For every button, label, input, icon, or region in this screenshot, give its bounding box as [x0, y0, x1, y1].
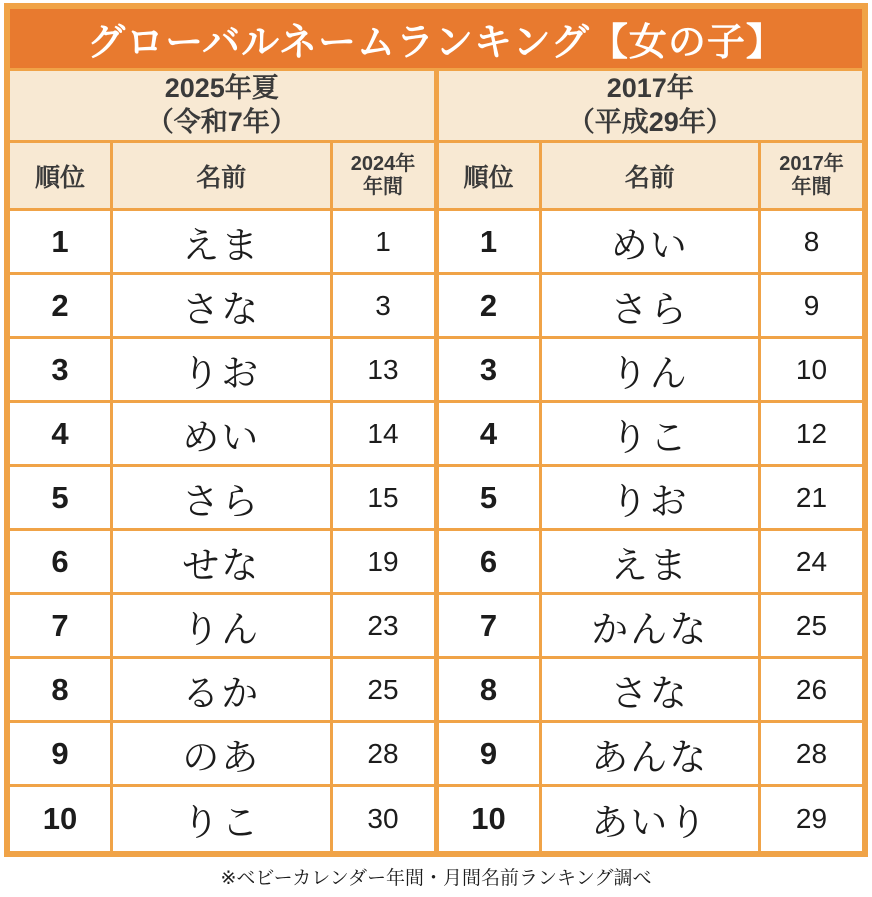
year-cell: 15 — [330, 467, 434, 528]
name-cell: あんな — [539, 723, 759, 784]
table-row — [10, 787, 434, 851]
rank-cell: 8 — [51, 671, 69, 707]
rank-column-header: 順位 — [463, 163, 514, 192]
rank-cell: 6 — [479, 543, 498, 579]
rank-cell: 1 — [479, 223, 498, 259]
name-cell: りこ — [110, 787, 330, 851]
column-header-row — [439, 143, 863, 211]
table-row — [439, 467, 863, 531]
source-note: ※ベビーカレンダー年間・月間名前ランキング調べ — [220, 867, 652, 889]
rank-cell: 4 — [479, 415, 498, 451]
year-cell: 10 — [758, 339, 862, 400]
rank-cell: 5 — [51, 479, 69, 515]
year-cell: 19 — [330, 531, 434, 592]
year-cell: 14 — [330, 403, 434, 464]
table-row — [439, 723, 863, 787]
year-cell: 3 — [330, 275, 434, 336]
rank-cell: 2 — [479, 287, 498, 323]
year-cell: 1 — [330, 211, 434, 272]
table-2017 — [434, 71, 863, 851]
table-row — [10, 659, 434, 723]
rank-cell: 7 — [51, 607, 69, 643]
year-cell: 28 — [758, 723, 862, 784]
period-line1: 2017年 — [606, 72, 694, 103]
name-cell: さな — [110, 275, 330, 336]
rank-cell: 3 — [479, 351, 498, 387]
period-header-2025 — [10, 71, 434, 143]
year-column-header — [330, 143, 434, 208]
name-cell: りん — [110, 595, 330, 656]
year-header-line2: 年間 — [363, 175, 403, 198]
table-row — [10, 531, 434, 595]
rank-cell: 1 — [51, 223, 69, 259]
rank-cell: 9 — [51, 735, 69, 771]
table-row — [10, 723, 434, 787]
name-cell: せな — [110, 531, 330, 592]
year-cell: 23 — [330, 595, 434, 656]
rank-cell: 4 — [51, 415, 69, 451]
year-cell: 29 — [758, 787, 862, 851]
table-row — [10, 211, 434, 275]
year-cell: 28 — [330, 723, 434, 784]
table-row — [439, 787, 863, 851]
rank-cell: 2 — [51, 287, 69, 323]
column-header-row — [10, 143, 434, 211]
table-row — [439, 659, 863, 723]
period-header-2017 — [439, 71, 863, 143]
year-header-line1: 2024年 — [350, 152, 416, 175]
name-cell: るか — [110, 659, 330, 720]
rank-cell: 3 — [51, 351, 69, 387]
name-cell: かんな — [539, 595, 759, 656]
table-row — [10, 339, 434, 403]
rank-cell: 9 — [479, 735, 498, 771]
name-cell: りお — [110, 339, 330, 400]
period-line2: （平成29年） — [567, 106, 733, 137]
table-row — [439, 595, 863, 659]
table-row — [10, 467, 434, 531]
name-cell: めい — [110, 403, 330, 464]
table-row — [439, 211, 863, 275]
name-column-header: 名前 — [539, 143, 759, 208]
year-cell: 21 — [758, 467, 862, 528]
table-row — [439, 531, 863, 595]
year-cell: 24 — [758, 531, 862, 592]
name-cell: りん — [539, 339, 759, 400]
year-cell: 8 — [758, 211, 862, 272]
year-cell: 25 — [758, 595, 862, 656]
rank-cell: 10 — [471, 801, 506, 836]
name-cell: めい — [539, 211, 759, 272]
name-cell: えま — [539, 531, 759, 592]
name-cell: りお — [539, 467, 759, 528]
year-header-line2: 年間 — [791, 175, 832, 198]
period-line2: （令和7年） — [146, 106, 297, 137]
rank-cell: 10 — [42, 801, 78, 836]
table-row — [10, 403, 434, 467]
year-header-line1: 2017年 — [779, 152, 844, 175]
tables-container — [10, 71, 862, 851]
table-row — [10, 275, 434, 339]
year-cell: 25 — [330, 659, 434, 720]
name-cell: さら — [110, 467, 330, 528]
name-column-header: 名前 — [110, 143, 330, 208]
table-row — [439, 403, 863, 467]
rank-cell: 5 — [479, 479, 498, 515]
page-title: グローバルネームランキング【女の子】 — [10, 9, 862, 71]
year-cell: 30 — [330, 787, 434, 851]
rank-column-header: 順位 — [34, 163, 85, 192]
table-row — [439, 275, 863, 339]
rank-cell: 6 — [51, 543, 69, 579]
period-line1: 2025年夏 — [164, 72, 279, 103]
table-2025 — [10, 71, 434, 851]
name-cell: りこ — [539, 403, 759, 464]
year-cell: 13 — [330, 339, 434, 400]
year-column-header — [758, 143, 862, 208]
rank-cell: 7 — [479, 607, 498, 643]
year-cell: 26 — [758, 659, 862, 720]
name-cell: あいり — [539, 787, 759, 851]
name-cell: のあ — [110, 723, 330, 784]
ranking-board — [4, 3, 868, 857]
year-cell: 9 — [758, 275, 862, 336]
rank-cell: 8 — [479, 671, 498, 707]
name-cell: えま — [110, 211, 330, 272]
name-cell: さな — [539, 659, 759, 720]
year-cell: 12 — [758, 403, 862, 464]
name-cell: さら — [539, 275, 759, 336]
table-row — [439, 339, 863, 403]
table-row — [10, 595, 434, 659]
